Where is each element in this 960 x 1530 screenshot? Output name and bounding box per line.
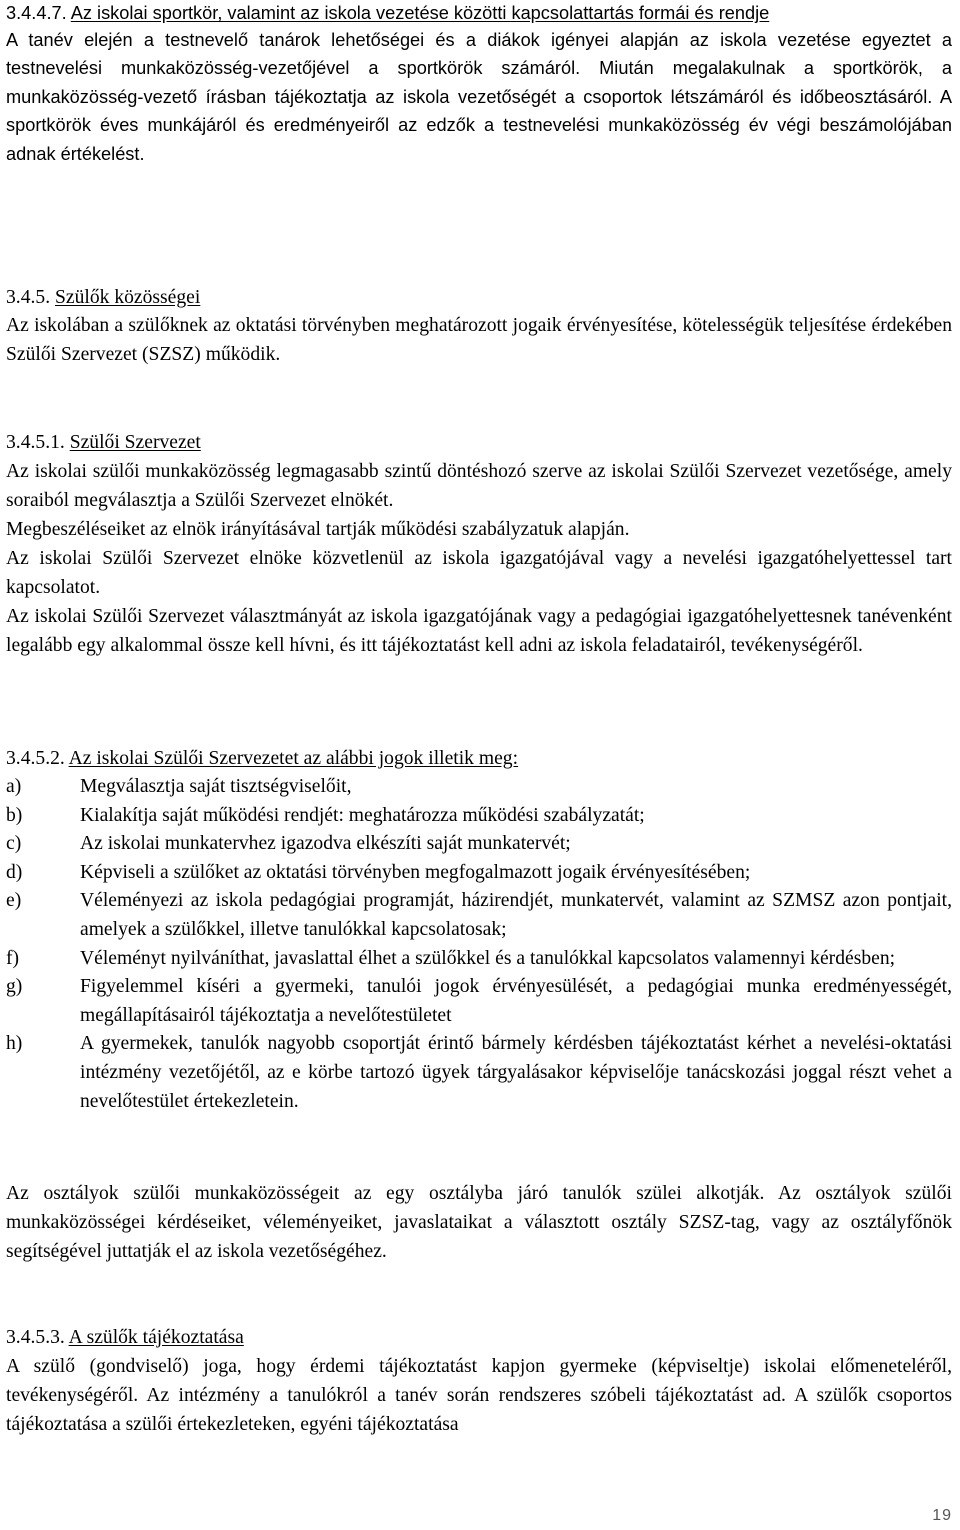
- section-3453: [6, 1323, 952, 1439]
- list-item-label: f): [6, 947, 20, 969]
- section-paragraph: A tanév elején a testnevelő tanárok lehetőségei és a diákok igényei alapján az iskola vezetése egyeztet a testnevelési munkaközösség-vezetőjével a sportkörök számáról. Miután megalakulnak a sportkörök, a munkaközösség-vezető írásban tájékoztatja az iskola vezetőségét a csoportok létszámáról és időbeosztásáról. A sportkörök éves munkájáról és eredményeiről az edzők a testnevelési munkaközösség év végi beszámolójában adnak értékelést.: [6, 30, 952, 164]
- class-parents-paragraph-block: [6, 1179, 952, 1266]
- section-paragraph: Az iskolában a szülőknek az oktatási törvényben meghatározott jogaik érvényesítése, kötelességük teljesítése érdekében Szülői Szervezet (SZSZ) működik.: [6, 315, 952, 365]
- section-paragraph: Az iskolai Szülői Szervezet választmányát az iskola igazgatójának vagy a pedagógiai igazgatóhelyettesnek tanévenként legalább egy alkalommal össze kell hívni, és itt tájékoztatást kell adni az iskola feladatairól, tevékenységéről.: [6, 606, 952, 656]
- list-item-label: a): [6, 776, 22, 797]
- list-item-text: Véleményt nyilváníthat, javaslattal élhet a szülőkkel és a tanulókkal kapcsolatos valamennyi kérdésben;: [80, 947, 896, 969]
- section-number: 3.4.5.3.: [6, 1327, 65, 1348]
- section-title: Szülők közösségei: [55, 287, 201, 308]
- section-3447: [6, 0, 952, 168]
- section-paragraph: Megbeszéléseiket az elnök irányításával tartják működési szabályzatuk alapján.: [6, 519, 630, 540]
- section-title: Szülői Szervezet: [69, 432, 201, 453]
- list-item-text: Kialakítja saját működési rendjét: meghatározza működési szabályzatát;: [80, 804, 645, 826]
- list-item-label: b): [6, 804, 23, 826]
- section-number: 3.4.5.1.: [6, 432, 65, 453]
- section-heading: [6, 284, 952, 312]
- section-heading: [6, 0, 952, 26]
- section-heading: [6, 744, 952, 773]
- section-paragraph: Az iskolai szülői munkaközösség legmagasabb szintű döntéshozó szerve az iskolai Szülői Szervezet vezetősége, amely soraiból megválasztja a Szülői Szervezet elnökét.: [6, 461, 952, 511]
- section-number: 3.4.5.2.: [6, 748, 65, 769]
- section-title: A szülők tájékoztatása: [68, 1327, 244, 1348]
- section-number: 3.4.4.7.: [6, 3, 67, 23]
- rights-list: [6, 773, 952, 1116]
- list-item-label: h): [6, 1033, 23, 1055]
- list-item-text: Megválasztja saját tisztségviselőit,: [80, 776, 352, 797]
- list-item: [6, 973, 952, 1030]
- list-item-text: Képviseli a szülőket az oktatási törvényben megfogalmazott jogaik érvényesítésében;: [80, 861, 751, 883]
- list-item-text: A gyermekek, tanulók nagyobb csoportját érintő bármely kérdésben tájékoztatást kérhet a nevelési-oktatási intézmény vezetőjétől, az e körbe tartozó ügyek tárgyalásakor képviselője tanácskozási joggal részt vehet a nevelőtestület értekezletein.: [80, 1033, 952, 1112]
- section-title: Az iskolai sportkör, valamint az iskola vezetése közötti kapcsolattartás formái és rendje: [70, 3, 770, 23]
- list-item: [6, 773, 952, 802]
- list-item-label: g): [6, 976, 23, 998]
- list-item-text: Az iskolai munkatervhez igazodva elkészíti saját munkatervét;: [80, 833, 571, 855]
- list-item: [6, 859, 952, 888]
- section-title: Az iskolai Szülői Szervezetet az alábbi jogok illetik meg:: [68, 748, 519, 769]
- list-item-label: d): [6, 861, 23, 883]
- list-item: [6, 830, 952, 859]
- section-heading: [6, 1323, 952, 1352]
- list-item: [6, 802, 952, 831]
- section-3451: [6, 428, 952, 660]
- section-number: 3.4.5.: [6, 287, 51, 308]
- section-paragraph: Az osztályok szülői munkaközösségeit az egy osztályba járó tanulók szülei alkotják. Az osztályok szülői munkaközösségei kérdéseiket, véleményeiket, javaslataikat a választott osztály SZSZ-tag, vagy az osztályfőnök segítségével juttatják el az iskola vezetőségéhez.: [6, 1183, 952, 1262]
- list-item: [6, 1030, 952, 1116]
- list-item-label: e): [6, 890, 22, 912]
- list-item-text: Véleményezi az iskola pedagógiai programját, házirendjét, munkatervét, valamint az SZMSZ azon pontjait, amelyek a szülőkkel, illetve tanulókkal kapcsolatosak;: [80, 890, 952, 940]
- list-item: [6, 945, 952, 974]
- page-number: 19: [932, 1507, 952, 1524]
- section-paragraph: A szülő (gondviselő) joga, hogy érdemi tájékoztatást kapjon gyermeke (képviseltje) iskolai előmeneteléről, tevékenységéről. Az intézmény a tanulókról a tanév során rendszeres szóbeli tájékoztatást ad. A szülők csoportos tájékoztatása a szülői értekezleteken, egyéni tájékoztatása: [6, 1356, 952, 1435]
- section-3452: [6, 744, 952, 1116]
- list-item-text: Figyelemmel kíséri a gyermeki, tanulói jogok érvényesülését, a pedagógiai munka eredményességét, megállapításairól tájékoztatja a nevelőtestületet: [80, 976, 952, 1026]
- section-345: [6, 284, 952, 369]
- list-item: [6, 887, 952, 944]
- list-item-label: c): [6, 833, 22, 855]
- section-paragraph: Az iskolai Szülői Szervezet elnöke közvetlenül az iskola igazgatójával vagy a nevelési igazgatóhelyettessel tart kapcsolatot.: [6, 548, 952, 598]
- section-heading: [6, 428, 952, 457]
